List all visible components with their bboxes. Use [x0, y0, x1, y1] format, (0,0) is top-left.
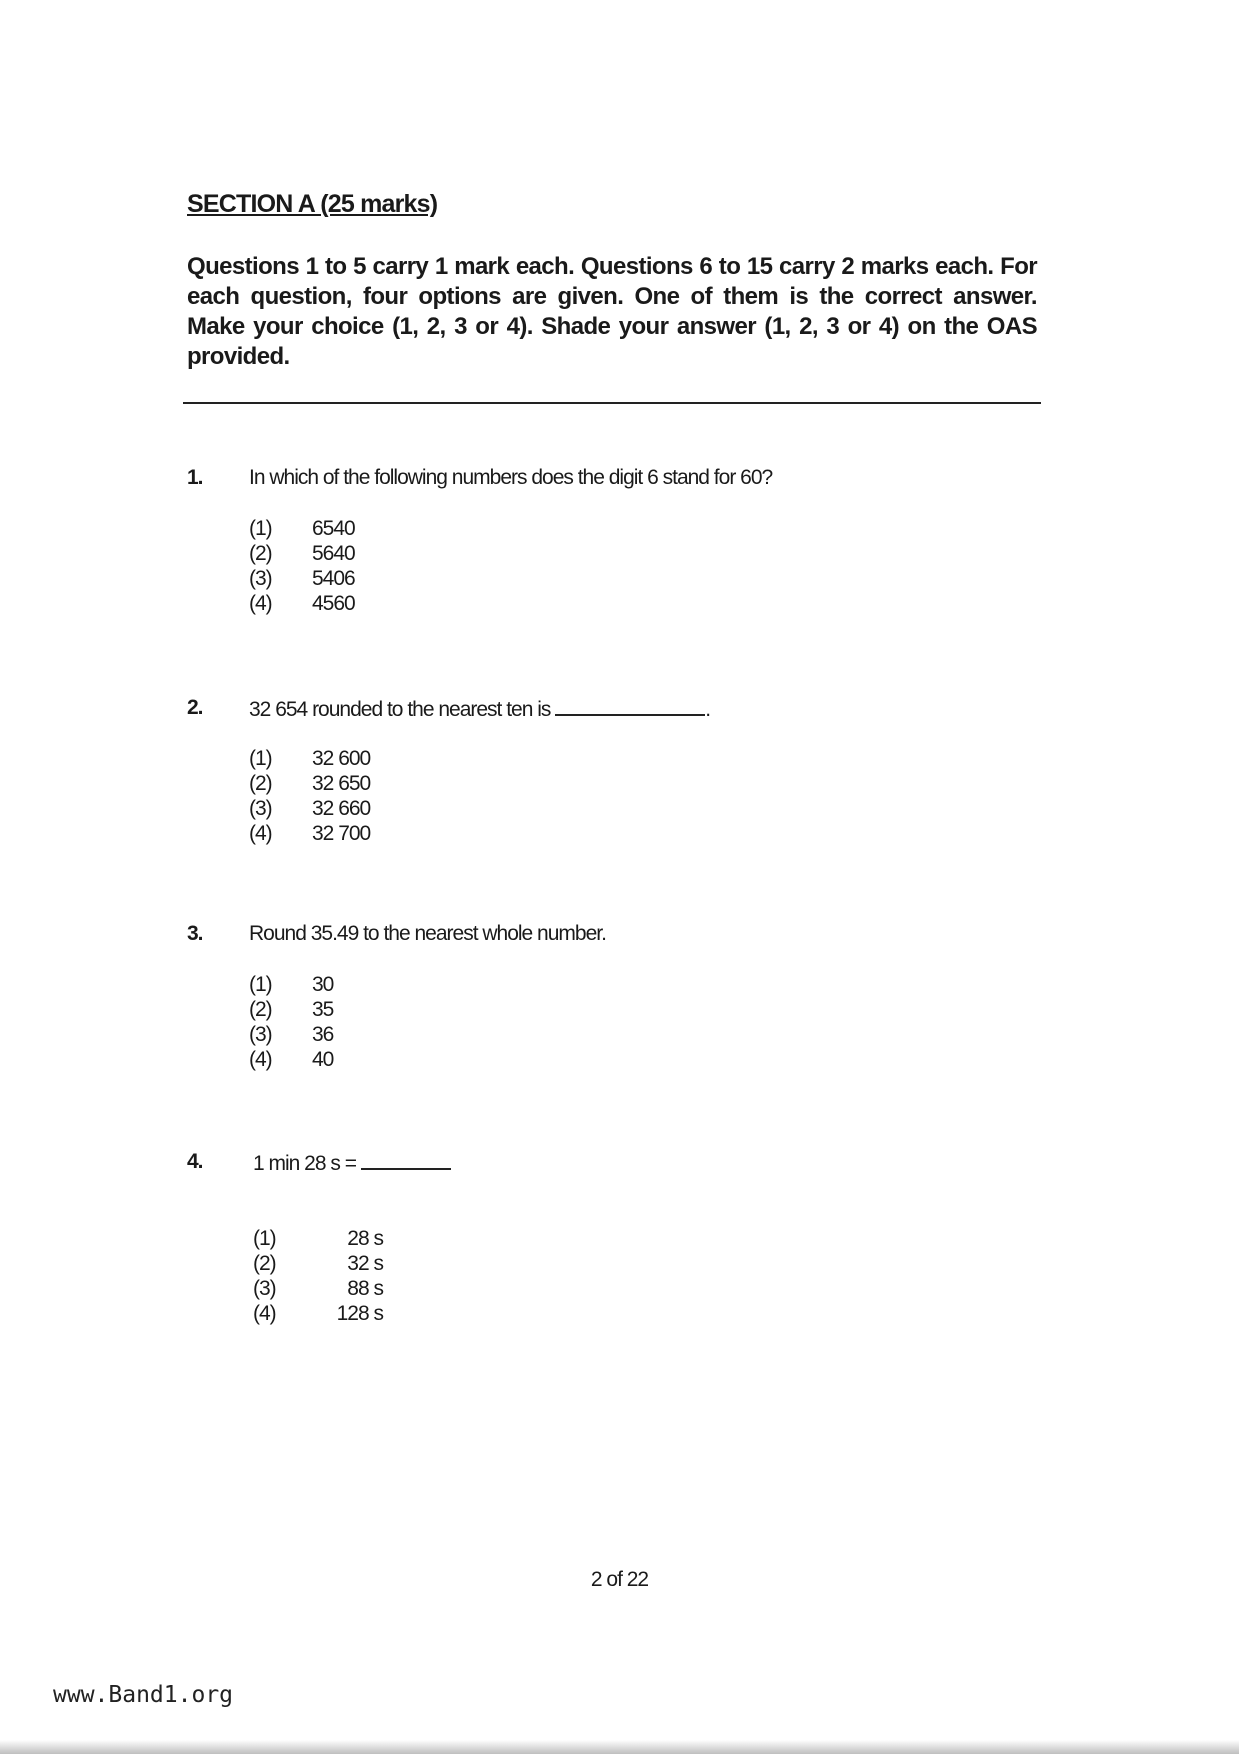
option-value: 35 [312, 998, 334, 1021]
scan-edge-shadow [0, 1740, 1239, 1754]
question-text: 1 min 28 s = [253, 1152, 356, 1175]
option-label: (2) [249, 772, 272, 795]
question-number: 1. [187, 466, 203, 489]
option-value: 32 660 [312, 797, 371, 820]
option-label: (2) [249, 998, 272, 1021]
option-label: (3) [249, 1023, 272, 1046]
option-value: 40 [312, 1048, 334, 1071]
option-label: (1) [249, 517, 272, 540]
question-number: 3. [187, 922, 203, 945]
section-title: SECTION A (25 marks) [187, 190, 438, 218]
option-value: 32 600 [312, 747, 371, 770]
option-label: (4) [249, 592, 272, 615]
option-value: 6540 [312, 517, 355, 540]
option-label: (4) [253, 1302, 276, 1325]
answer-blank [555, 696, 705, 716]
option-label: (1) [249, 973, 272, 996]
option-label: (2) [253, 1252, 276, 1275]
question-text: 32 654 rounded to the nearest ten is [249, 698, 551, 721]
option-label: (2) [249, 542, 272, 565]
option-value: 36 [312, 1023, 334, 1046]
page-number: 2 of 22 [590, 1568, 649, 1591]
option-label: (4) [249, 1048, 272, 1071]
option-label: (1) [249, 747, 272, 770]
option-label: (3) [249, 567, 272, 590]
option-value: 30 [312, 973, 334, 996]
question-number: 4. [187, 1150, 203, 1173]
section-divider [183, 402, 1041, 404]
question-text-wrapper [249, 696, 710, 722]
option-value: 4560 [312, 592, 355, 615]
option-value: 5406 [312, 567, 355, 590]
option-label: (3) [249, 797, 272, 820]
option-value: 32 650 [312, 772, 371, 795]
option-value: 5640 [312, 542, 355, 565]
option-value: 32 700 [312, 822, 371, 845]
option-label: (4) [249, 822, 272, 845]
option-label: (1) [253, 1227, 276, 1250]
section-instructions: Questions 1 to 5 carry 1 mark each. Questions 6 to 15 carry 2 marks each. For each question, four options are given. One of them is the correct answer. Make your choice (1, 2, 3 or 4). Shade your answer (1, 2, 3 or 4) on the OAS provided. [187, 253, 1037, 370]
option-value: 88 s [347, 1277, 383, 1300]
option-label: (3) [253, 1277, 276, 1300]
option-value: 32 s [347, 1252, 383, 1275]
website-watermark: www.Band1.org [53, 1682, 234, 1708]
question-text: In which of the following numbers does the digit 6 stand for 60? [249, 466, 773, 489]
question-number: 2. [187, 696, 203, 719]
question-text: Round 35.49 to the nearest whole number. [249, 922, 606, 945]
question-text-wrapper [253, 1150, 451, 1176]
option-value: 28 s [347, 1227, 383, 1250]
option-value: 128 s [336, 1302, 383, 1325]
answer-blank [361, 1150, 451, 1170]
question-suffix: . [705, 698, 711, 721]
